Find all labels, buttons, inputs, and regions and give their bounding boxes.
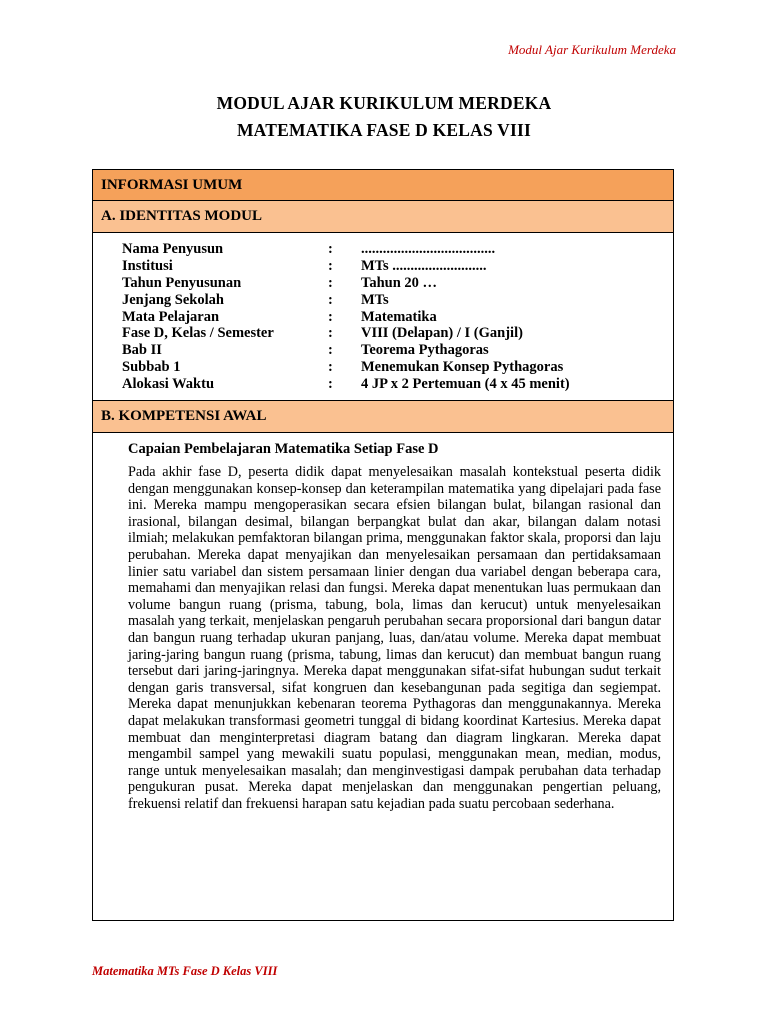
- identity-label: Alokasi Waktu: [122, 376, 215, 393]
- identity-label: Institusi: [122, 257, 173, 274]
- header-note: Modul Ajar Kurikulum Merdeka: [508, 42, 676, 57]
- section-header-informasi-umum: INFORMASI UMUM: [93, 170, 673, 201]
- identity-colon: :: [328, 325, 333, 342]
- identity-colon: :: [328, 376, 333, 393]
- identity-label: Jenjang Sekolah: [122, 291, 224, 308]
- footer-note: Matematika MTs Fase D Kelas VIII: [92, 964, 278, 978]
- document-subtitle: MATEMATIKA FASE D KELAS VIII: [236, 120, 532, 140]
- section-header-kompetensi-awal: B. KOMPETENSI AWAL: [93, 400, 673, 433]
- identity-colon: :: [328, 342, 333, 359]
- module-table: [92, 169, 674, 921]
- identity-value: .....................................: [361, 241, 496, 257]
- identity-value: Matematika: [361, 308, 437, 325]
- kompetensi-awal-content: [128, 440, 661, 812]
- identity-label: Bab II: [122, 342, 162, 359]
- identity-value: Tahun 20 …: [361, 274, 438, 291]
- identity-label: Tahun Penyusunan: [122, 274, 242, 291]
- identity-label: Fase D, Kelas / Semester: [122, 325, 274, 342]
- identity-colon: :: [328, 359, 333, 376]
- identity-colon: :: [328, 291, 333, 308]
- identity-value: MTs: [361, 291, 389, 308]
- capaian-pembelajaran-heading: Capaian Pembelajaran Matematika Setiap Fase D: [128, 441, 439, 457]
- capaian-pembelajaran-paragraph: Pada akhir fase D, peserta didik dapat menyelesaikan masalah kontekstual peserta didik dengan menggunakan konsep-konsep dan keterampilan matematika yang dipelajari pada fase ini. Mereka mampu mengoperasikan secara efsien bilangan bulat, bilangan rasional dan irasional, bilangan desimal, bilangan berpangkat bulat dan akar, bilangan dalam notasi ilmiah; melakukan pemfaktoran bilangan prima, menggunakan faktor skala, proporsi dan laju perubahan. Mereka dapat menyajikan dan menyelesaikan persamaan dan pertidaksamaan linier satu variabel dan sistem persamaan linier dengan dua variabel dengan beberapa cara, memahami dan menyajikan relasi dan fungsi. Mereka dapat menentukan luas permukaan dan volume bangun ruang (prisma, tabung, bola, limas dan kerucut) untuk menyelesaikan masalah yang terkait, menjelaskan pengaruh perubahan secara proporsional dari bangun datar dan bangun ruang terhadap ukuran panjang, luas, dan/atau volume. Mereka dapat membuat jaring-jaring bangun ruang (prisma, tabung, limas dan kerucut) dan membuat bangun ruang tersebut dari jaring-jaringnya. Mereka dapat menggunakan sifat-sifat hubungan sudut terkait dengan garis transversal, sifat kongruen dan kesebangunan pada segitiga dan segiempat. Mereka dapat menunjukkan kebenaran teorema Pythagoras dan menggunakannya. Mereka dapat melakukan transformasi geometri tunggal di bidang koordinat Kartesius. Mereka dapat membuat dan menginterpretasi diagram batang dan diagram lingkaran. Mereka dapat mengambil sampel yang mewakili suatu populasi, menggunakan mean, median, modus, range untuk menyelesaikan masalah; dan menginvestigasi dampak perubahan data terhadap pengukuran pusat. Mereka dapat menjelaskan dan menggunakan pengertian peluang, frekuensi relatif dan frekuensi harapan satu kejadian pada suatu percobaan sederhana.: [128, 464, 661, 812]
- identity-value: Teorema Pythagoras: [361, 342, 489, 359]
- identity-value: Menemukan Konsep Pythagoras: [361, 359, 564, 376]
- identity-colon: :: [328, 257, 333, 274]
- identity-colon: :: [328, 274, 333, 291]
- identity-colon: :: [328, 308, 333, 325]
- identity-value: VIII (Delapan) / I (Ganjil): [361, 325, 523, 342]
- section-header-identitas-modul: A. IDENTITAS MODUL: [93, 201, 673, 233]
- document-title: MODUL AJAR KURIKULUM MERDEKA: [216, 93, 552, 113]
- identity-value: MTs ..........................: [361, 257, 487, 274]
- identity-label: Mata Pelajaran: [122, 308, 220, 325]
- identity-colon: :: [328, 241, 333, 257]
- identity-label: Nama Penyusun: [122, 241, 224, 257]
- identity-label: Subbab 1: [122, 359, 181, 376]
- identity-value: 4 JP x 2 Pertemuan (4 x 45 menit): [361, 376, 570, 393]
